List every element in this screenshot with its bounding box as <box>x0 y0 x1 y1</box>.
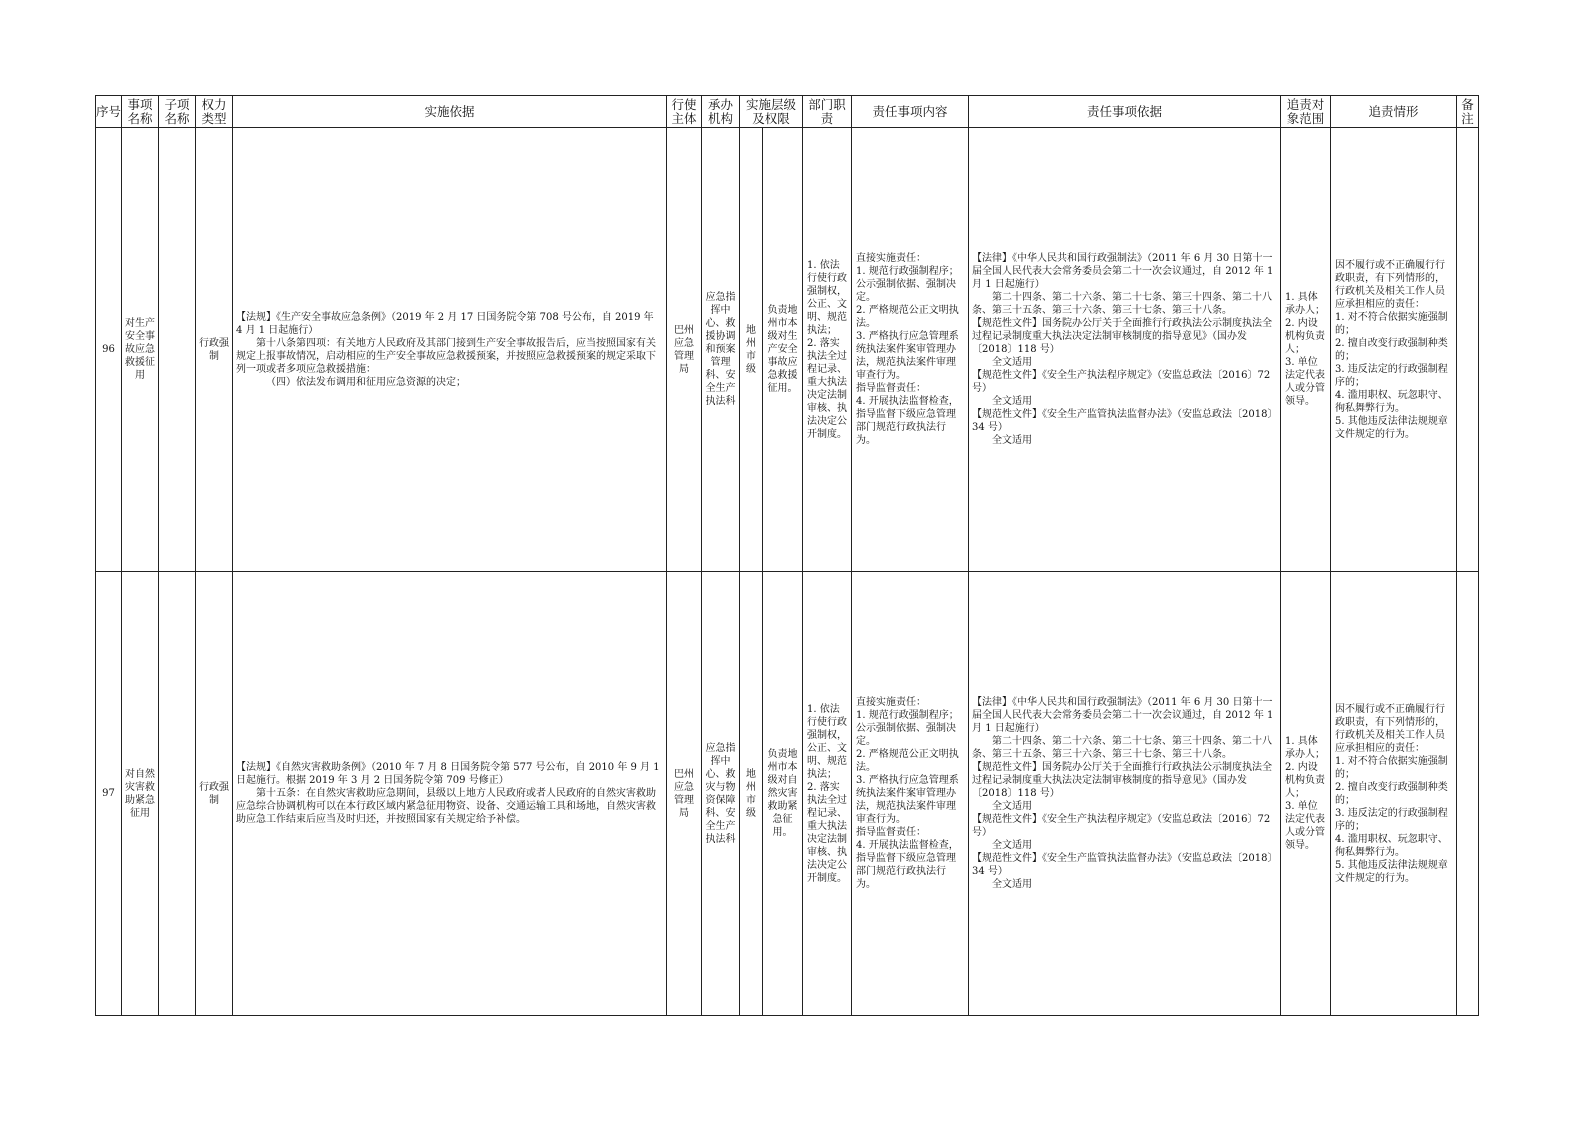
row-subject: 巴州应急管理局 <box>667 572 702 1016</box>
resp-basis-paragraph: 全文适用 <box>992 840 1033 851</box>
resp-basis-paragraph: 【法律】《中华人民共和国行政强制法》（2011 年 6 月 30 日第十一届全国人民代表大会常务委员会第二十一次会议通过，自 2012 年 1 月 1 日起施行） <box>972 253 1274 290</box>
row-resp-basis <box>969 572 1281 1016</box>
resp-basis-paragraph: 第二十四条、第二十六条、第二十七条、第三十四条、第二十八条、第三十五条、第三十六条、第三十七条、第三十八条。 <box>972 292 1273 316</box>
row-scope: 1. 具体承办人； 2. 内设机构负责人； 3. 单位法定代表人或分管领导。 <box>1281 572 1331 1016</box>
resp-basis-paragraph: 全文适用 <box>992 435 1033 446</box>
row-resp-content: 直接实施责任： 1. 规范行政强制程序；公示强制依据、强制决定。 2. 严格规范公正文明执法。 3. 严格执行应急管理系统执法案件案审管理办法，规范执法案件审理审查行为。 指导监督责任： 4. 开展执法监督检查，指导监督下级应急管理部门规范行政执法行为。 <box>852 128 969 572</box>
header-row <box>96 96 1479 128</box>
header-level: 实施层级及权限 <box>740 96 803 128</box>
header-note: 备注 <box>1457 96 1479 128</box>
resp-basis-paragraph: 全文适用 <box>992 396 1033 407</box>
row-basis <box>233 572 667 1016</box>
basis-paragraph: 【法规】《生产安全事故应急条例》（2019 年 2 月 17 日国务院令第 708 号公布，自 2019 年 4 月 1 日起施行） <box>236 311 654 336</box>
row-sub-name <box>159 128 196 572</box>
header-resp-content: 责任事项内容 <box>852 96 969 128</box>
row-sub-name <box>159 572 196 1016</box>
row-basis <box>233 128 667 572</box>
row-note <box>1457 572 1479 1016</box>
header-subject: 行使主体 <box>667 96 702 128</box>
basis-paragraph: 第十五条：在自然灾害救助应急期间，县级以上地方人民政府或者人民政府的自然灾害救助应急综合协调机构可以在本行政区域内紧急征用物资、设备、交通运输工具和场地，自然灾害救助应急工作结束后应当及时归还，并按照国家有关规定给予补偿。 <box>236 788 656 825</box>
row-duty: 1. 依法行使行政强制权，公正、文明、规范执法； 2. 落实执法全过程记录、重大执法决定法制审核、执法决定公开制度。 <box>803 128 852 572</box>
row-situation: 因不履行或不正确履行行政职责，有下列情形的，行政机关及相关工作人员应承担相应的责任： 1. 对不符合依据实施强制的； 2. 擅自改变行政强制种类的； 3. 违反法定的行政强制程序的； 4. 滥用职权、玩忽职守、徇私舞弊行为。 5. 其他违反法律法规规章文件规定的行为。 <box>1331 128 1457 572</box>
header-duty: 部门职责 <box>803 96 852 128</box>
resp-basis-paragraph: 全文适用 <box>992 357 1033 368</box>
header-scope: 追责对象范围 <box>1281 96 1331 128</box>
basis-paragraph: 第十八条第四项：有关地方人民政府及其部门接到生产安全事故报告后，应当按照国家有关规定上报事故情况，启动相应的生产安全事故应急救援预案，并按照应急救援预案的规定采取下列一项或者多项应急救援措施： <box>236 337 656 375</box>
row-situation: 因不履行或不正确履行行政职责，有下列情形的，行政机关及相关工作人员应承担相应的责任： 1. 对不符合依据实施强制的； 2. 擅自改变行政强制种类的； 3. 违反法定的行政强制程序的； 4. 滥用职权、玩忽职守、徇私舞弊行为。 5. 其他违反法律法规规章文件规定的行为。 <box>1331 572 1457 1016</box>
row-item-name: 对生产安全事故应急救援征用 <box>122 128 159 572</box>
row-resp-basis <box>969 128 1281 572</box>
row-level-detail: 负责地州市本级对生产安全事故应急救援征用。 <box>763 128 803 572</box>
row-power-type: 行政强制 <box>196 572 233 1016</box>
row-agency: 应急指挥中心、救援协调和预案管理科、安全生产执法科 <box>702 128 740 572</box>
row-seq: 97 <box>96 572 122 1016</box>
header-power-type: 权力类型 <box>196 96 233 128</box>
resp-basis-paragraph: 第二十四条、第二十六条、第二十七条、第三十四条、第二十八条、第三十五条、第三十六条、第三十七条、第三十八条。 <box>972 736 1273 760</box>
resp-basis-paragraph: 【规范性文件】《安全生产监管执法监督办法》（安监总政法〔2018〕34 号） <box>972 409 1273 433</box>
row-duty: 1. 依法行使行政强制权，公正、文明、规范执法； 2. 落实执法全过程记录、重大执法决定法制审核、执法决定公开制度。 <box>803 572 852 1016</box>
row-scope: 1. 具体承办人； 2. 内设机构负责人； 3. 单位法定代表人或分管领导。 <box>1281 128 1331 572</box>
basis-paragraph: （四）依法发布调用和征用应急资源的决定； <box>266 376 466 388</box>
resp-basis-paragraph: 全文适用 <box>992 801 1033 812</box>
table-row <box>96 572 1479 1016</box>
row-level-detail: 负责地州市本级对自然灾害救助紧急征用。 <box>763 572 803 1016</box>
header-sub-name: 子项名称 <box>159 96 196 128</box>
resp-basis-paragraph: 【规范性文件】《安全生产监管执法监督办法》（安监总政法〔2018〕34 号） <box>972 853 1273 877</box>
header-resp-basis: 责任事项依据 <box>969 96 1281 128</box>
table-row <box>96 128 1479 572</box>
row-level-scope: 地州市级 <box>740 128 763 572</box>
row-agency: 应急指挥中心、救灾与物资保障科、安全生产执法科 <box>702 572 740 1016</box>
header-agency: 承办机构 <box>702 96 740 128</box>
power-list-table <box>95 95 1479 1016</box>
row-resp-content: 直接实施责任： 1. 规范行政强制程序；公示强制依据、强制决定。 2. 严格规范公正文明执法。 3. 严格执行应急管理系统执法案件案审管理办法，规范执法案件审理审查行为。 指导监督责任： 4. 开展执法监督检查，指导监督下级应急管理部门规范行政执法行为。 <box>852 572 969 1016</box>
resp-basis-paragraph: 【规范性文件】国务院办公厅关于全面推行行政执法公示制度执法全过程记录制度重大执法决定法制审核制度的指导意见》（国办发〔2018〕118 号） <box>972 318 1273 355</box>
resp-basis-paragraph: 【法律】《中华人民共和国行政强制法》（2011 年 6 月 30 日第十一届全国人民代表大会常务委员会第二十一次会议通过，自 2012 年 1 月 1 日起施行） <box>972 697 1274 734</box>
row-item-name: 对自然灾害救助紧急征用 <box>122 572 159 1016</box>
header-seq: 序号 <box>96 96 122 128</box>
row-level-scope: 地州市级 <box>740 572 763 1016</box>
row-note <box>1457 128 1479 572</box>
resp-basis-paragraph: 【规范性文件】国务院办公厅关于全面推行行政执法公示制度执法全过程记录制度重大执法决定法制审核制度的指导意见》（国办发〔2018〕118 号） <box>972 762 1273 799</box>
table-header <box>96 96 1479 128</box>
resp-basis-paragraph: 【规范性文件】《安全生产执法程序规定》（安监总政法〔2016〕72 号） <box>972 370 1271 394</box>
row-power-type: 行政强制 <box>196 128 233 572</box>
resp-basis-paragraph: 【规范性文件】《安全生产执法程序规定》（安监总政法〔2016〕72 号） <box>972 814 1271 838</box>
resp-basis-paragraph: 全文适用 <box>992 879 1033 890</box>
basis-paragraph: 【法规】《自然灾害救助条例》（2010 年 7 月 8 日国务院令第 577 号公布，自 2010 年 9 月 1 日起施行。根据 2019 年 3 月 2 日国务院令第 709 号修正） <box>236 762 660 786</box>
header-basis: 实施依据 <box>233 96 667 128</box>
row-seq: 96 <box>96 128 122 572</box>
header-situation: 追责情形 <box>1331 96 1457 128</box>
header-item-name: 事项名称 <box>122 96 159 128</box>
row-subject: 巴州应急管理局 <box>667 128 702 572</box>
